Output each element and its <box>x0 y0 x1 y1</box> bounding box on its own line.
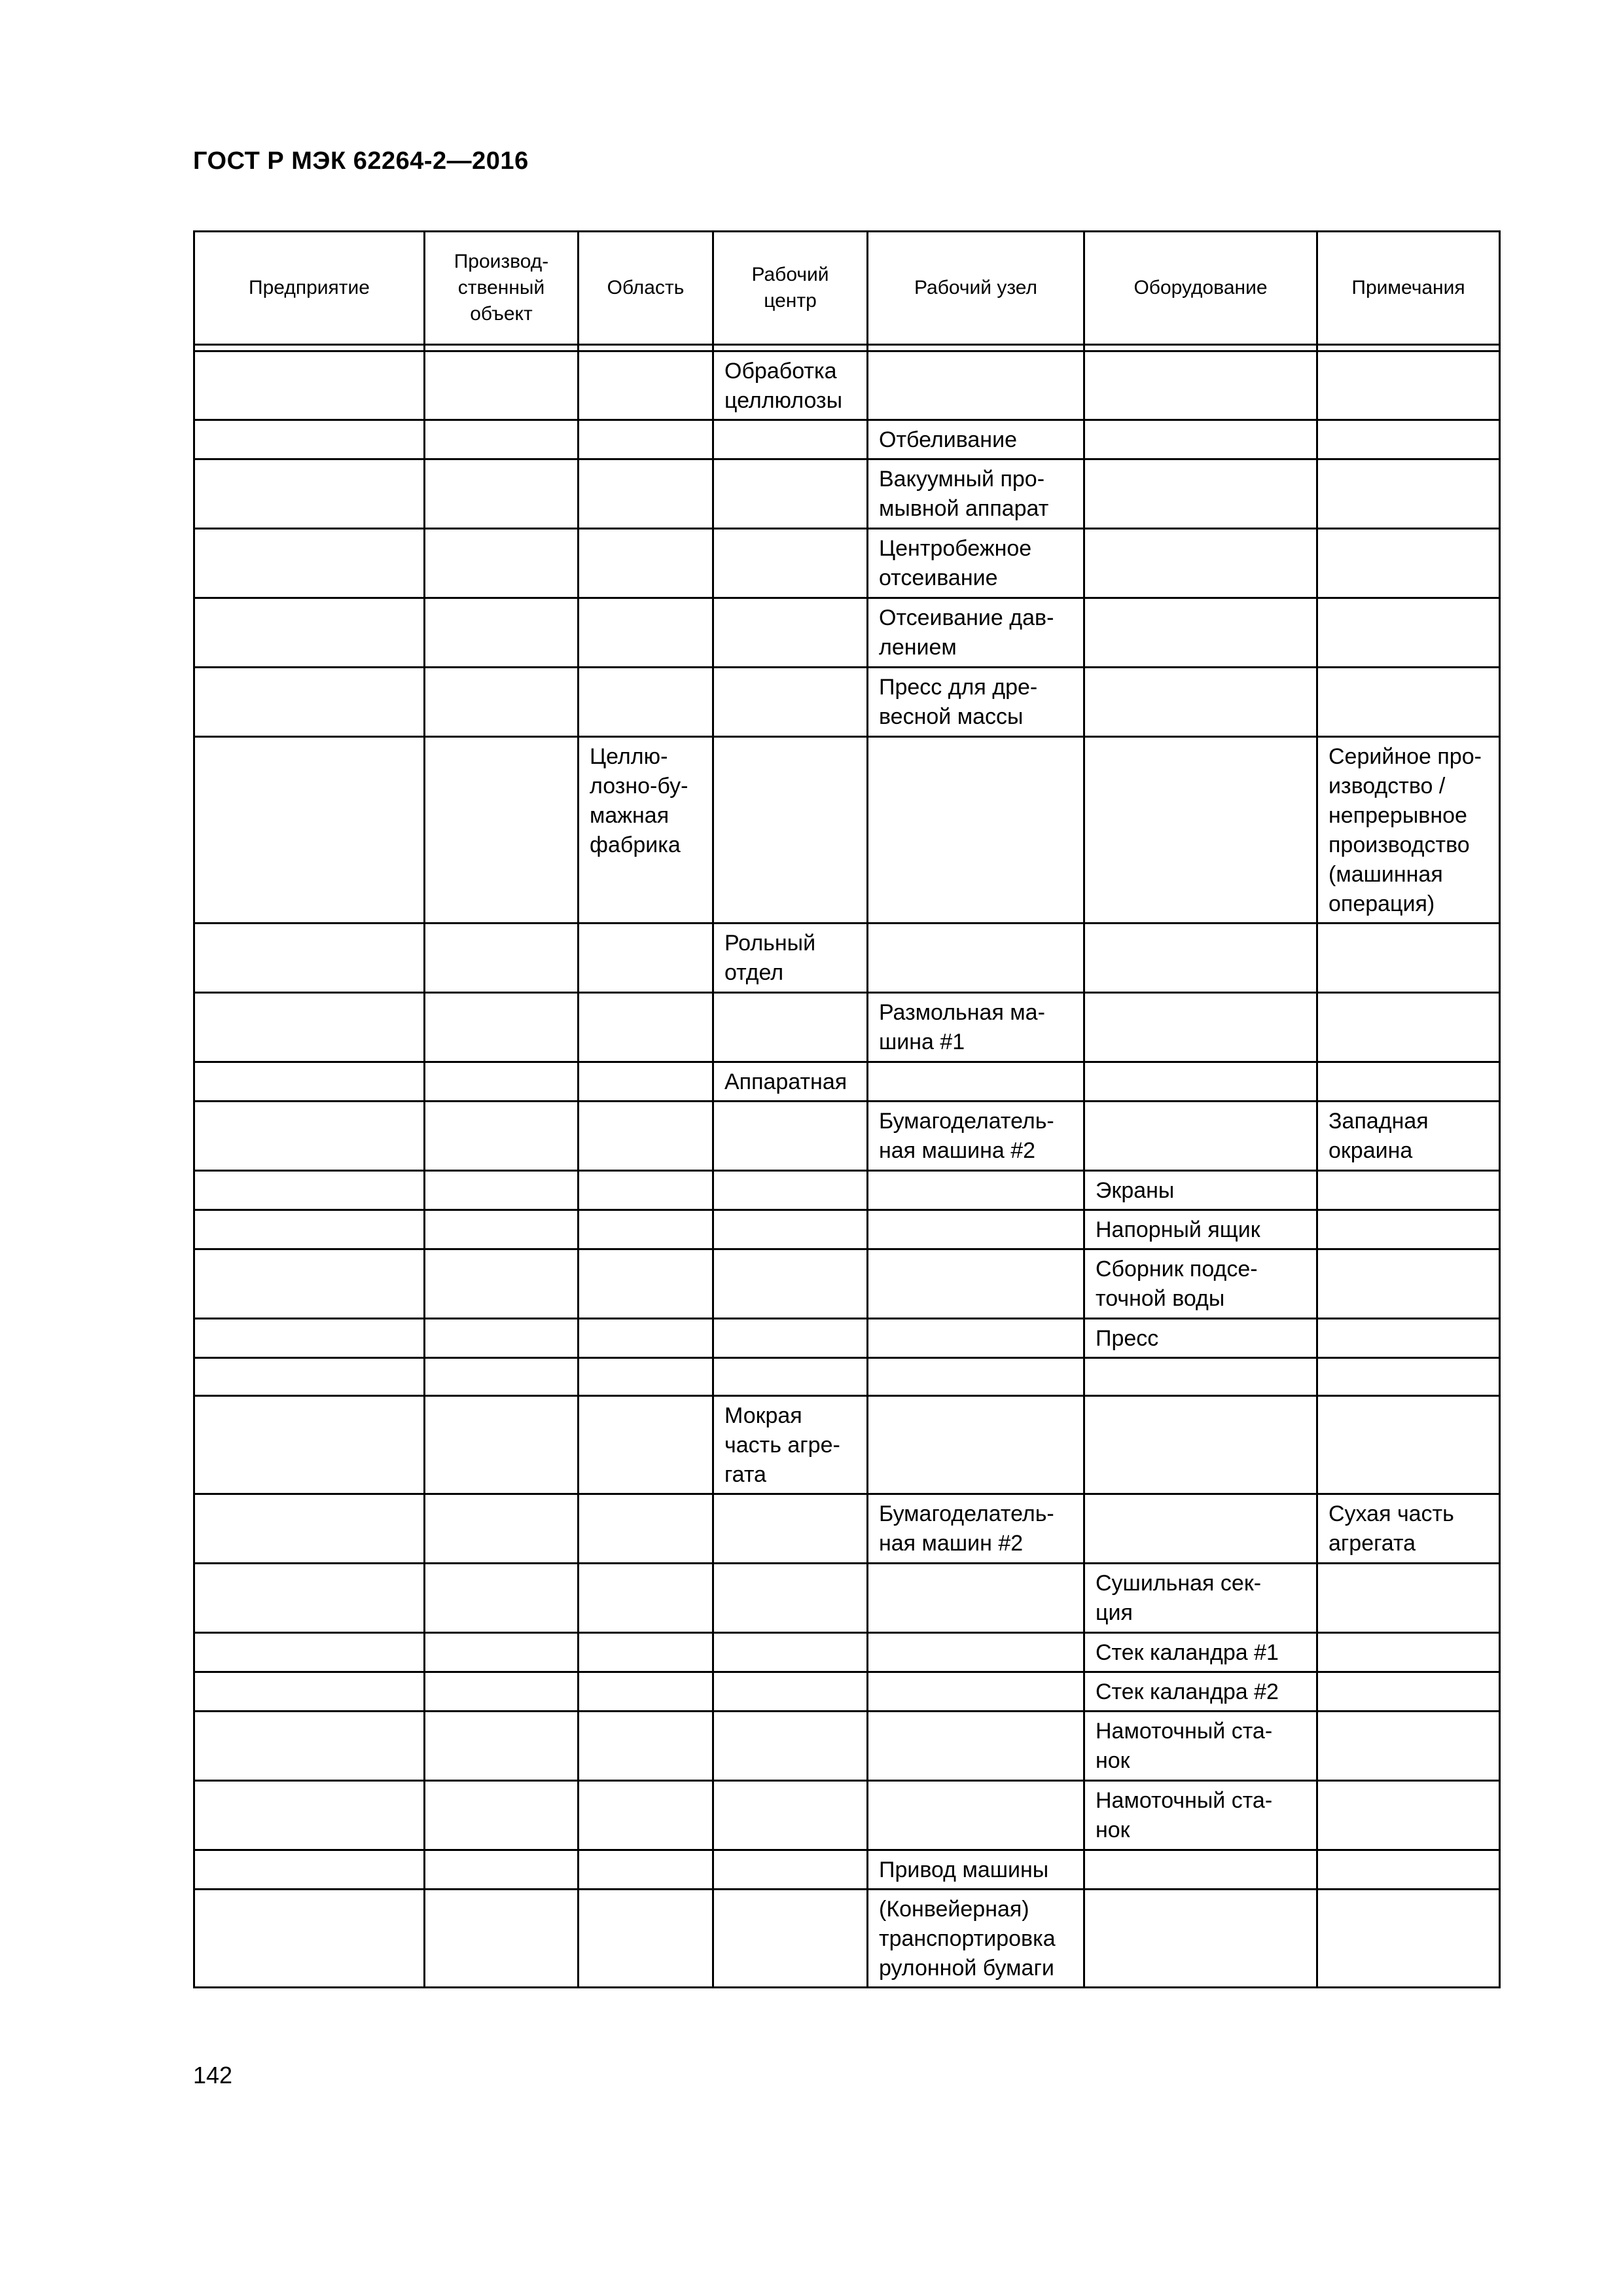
table-cell-equipment <box>1084 1850 1317 1890</box>
table-cell-enterprise <box>194 1494 425 1564</box>
table-row <box>194 1781 1500 1850</box>
table-cell-notes <box>1317 993 1500 1062</box>
table-cell-enterprise <box>194 1396 425 1494</box>
table-row <box>194 1672 1500 1712</box>
table-cell-work-unit: Центробежное отсеивание <box>868 529 1084 598</box>
table-cell-site <box>425 1062 579 1102</box>
table-cell-work-center <box>713 1564 868 1633</box>
separator-cell <box>579 345 713 351</box>
table-cell-site <box>425 1781 579 1850</box>
table-cell-site <box>425 1396 579 1494</box>
table-cell-site <box>425 1850 579 1890</box>
table-cell-work-center: Аппаратная <box>713 1062 868 1102</box>
table-cell-work-center <box>713 1358 868 1396</box>
table-cell-area <box>579 459 713 529</box>
table-cell-work-center <box>713 1494 868 1564</box>
table-cell-site <box>425 1494 579 1564</box>
table-cell-equipment: Сушильная сек- ция <box>1084 1564 1317 1633</box>
table-cell-work-center <box>713 1249 868 1319</box>
table-cell-work-center <box>713 529 868 598</box>
table-row <box>194 993 1500 1062</box>
table-cell-work-unit: Бумагоделатель- ная машин #2 <box>868 1494 1084 1564</box>
page-number: 142 <box>193 2062 233 2089</box>
table-cell-work-center <box>713 737 868 924</box>
table-cell-notes <box>1317 529 1500 598</box>
column-header-notes: Примечания <box>1317 232 1500 345</box>
table-cell-enterprise <box>194 1672 425 1712</box>
table-cell-work-center <box>713 1890 868 1988</box>
table-cell-area <box>579 1781 713 1850</box>
table-row <box>194 1358 1500 1396</box>
table-cell-enterprise <box>194 1102 425 1171</box>
table-cell-notes: Западная окраина <box>1317 1102 1500 1171</box>
table-cell-notes <box>1317 1850 1500 1890</box>
table-row <box>194 737 1500 924</box>
table-cell-notes <box>1317 1358 1500 1396</box>
table-cell-area <box>579 993 713 1062</box>
table-cell-enterprise <box>194 598 425 668</box>
table-cell-work-unit: (Конвейерная) транспортировка рулонной бумаги <box>868 1890 1084 1988</box>
table-cell-notes <box>1317 1319 1500 1358</box>
table-cell-enterprise <box>194 420 425 459</box>
table-cell-area <box>579 1210 713 1249</box>
table-cell-notes <box>1317 598 1500 668</box>
table-cell-work-center <box>713 1171 868 1210</box>
table-cell-work-unit <box>868 1249 1084 1319</box>
table-cell-notes <box>1317 1564 1500 1633</box>
table-cell-work-center: Обработка целлюлозы <box>713 351 868 420</box>
table-cell-notes <box>1317 1171 1500 1210</box>
table-cell-equipment: Пресс <box>1084 1319 1317 1358</box>
table-cell-notes <box>1317 1210 1500 1249</box>
table-cell-site <box>425 598 579 668</box>
table-cell-area <box>579 1396 713 1494</box>
table-row <box>194 1319 1500 1358</box>
table-cell-work-unit <box>868 1171 1084 1210</box>
table-cell-work-center <box>713 993 868 1062</box>
table-cell-area <box>579 598 713 668</box>
table-cell-site <box>425 1210 579 1249</box>
table-cell-enterprise <box>194 1712 425 1781</box>
table-cell-equipment: Экраны <box>1084 1171 1317 1210</box>
table-cell-work-unit: Отсеивание дав- лением <box>868 598 1084 668</box>
table-cell-equipment <box>1084 1062 1317 1102</box>
table-row <box>194 1633 1500 1672</box>
document-header: ГОСТ Р МЭК 62264-2—2016 <box>193 147 529 175</box>
column-header-site: Производ- ственный объект <box>425 232 579 345</box>
table-cell-site <box>425 1102 579 1171</box>
table-cell-area <box>579 1494 713 1564</box>
table-cell-work-unit: Бумагоделатель- ная машина #2 <box>868 1102 1084 1171</box>
table-cell-work-unit: Привод машины <box>868 1850 1084 1890</box>
table-cell-equipment <box>1084 420 1317 459</box>
separator-cell <box>713 345 868 351</box>
table-cell-notes <box>1317 1712 1500 1781</box>
table-cell-notes <box>1317 420 1500 459</box>
table-cell-work-center <box>713 598 868 668</box>
table-cell-area <box>579 529 713 598</box>
table-row <box>194 924 1500 993</box>
table-cell-work-unit <box>868 1564 1084 1633</box>
table-cell-equipment <box>1084 351 1317 420</box>
table-cell-site <box>425 1358 579 1396</box>
table-cell-equipment <box>1084 1102 1317 1171</box>
table-cell-work-unit <box>868 737 1084 924</box>
table-cell-enterprise <box>194 1358 425 1396</box>
table-row <box>194 1564 1500 1633</box>
table-cell-enterprise <box>194 1062 425 1102</box>
table-cell-site <box>425 459 579 529</box>
table-cell-equipment <box>1084 1890 1317 1988</box>
table-cell-work-unit: Вакуумный про- мывной аппарат <box>868 459 1084 529</box>
table-cell-work-center <box>713 1712 868 1781</box>
table-row <box>194 1210 1500 1249</box>
table-cell-notes <box>1317 1633 1500 1672</box>
table-cell-area <box>579 1712 713 1781</box>
table-row <box>194 1102 1500 1171</box>
table-cell-work-center <box>713 668 868 737</box>
table-cell-work-center <box>713 420 868 459</box>
table-cell-equipment: Стек каландра #2 <box>1084 1672 1317 1712</box>
table-cell-work-unit <box>868 351 1084 420</box>
table-cell-enterprise <box>194 459 425 529</box>
table-cell-equipment <box>1084 598 1317 668</box>
separator-cell <box>194 345 425 351</box>
table-row <box>194 1062 1500 1102</box>
separator-cell <box>1317 345 1500 351</box>
table-cell-work-center <box>713 1781 868 1850</box>
table-cell-notes: Сухая часть агрегата <box>1317 1494 1500 1564</box>
table-cell-enterprise <box>194 1781 425 1850</box>
table-cell-site <box>425 924 579 993</box>
table-cell-site <box>425 1171 579 1210</box>
table-row <box>194 1890 1500 1988</box>
table-cell-enterprise <box>194 1890 425 1988</box>
table-cell-enterprise <box>194 1564 425 1633</box>
table-cell-enterprise <box>194 924 425 993</box>
table-row <box>194 529 1500 598</box>
table-cell-area <box>579 1633 713 1672</box>
table-cell-area <box>579 1249 713 1319</box>
table-cell-site <box>425 1633 579 1672</box>
table-cell-work-center <box>713 1633 868 1672</box>
table-cell-site <box>425 1319 579 1358</box>
table-cell-work-unit <box>868 1319 1084 1358</box>
table-cell-enterprise <box>194 737 425 924</box>
table-cell-enterprise <box>194 1249 425 1319</box>
table-cell-work-center: Мокрая часть агре- гата <box>713 1396 868 1494</box>
table-cell-notes <box>1317 1672 1500 1712</box>
column-header-equipment: Оборудование <box>1084 232 1317 345</box>
table-row <box>194 1249 1500 1319</box>
table-body <box>194 345 1500 1988</box>
table-row <box>194 1850 1500 1890</box>
table-cell-work-center <box>713 1850 868 1890</box>
table-cell-site <box>425 1672 579 1712</box>
table-cell-work-unit <box>868 1712 1084 1781</box>
table-row <box>194 1171 1500 1210</box>
table-cell-area <box>579 1850 713 1890</box>
table-cell-work-center <box>713 1210 868 1249</box>
column-header-work-center: Рабочий центр <box>713 232 868 345</box>
table-cell-work-unit <box>868 1781 1084 1850</box>
table-cell-equipment <box>1084 737 1317 924</box>
separator-cell <box>1084 345 1317 351</box>
table-cell-notes <box>1317 1062 1500 1102</box>
table-cell-site <box>425 529 579 598</box>
table-row <box>194 351 1500 420</box>
table-cell-work-unit <box>868 1210 1084 1249</box>
table-row <box>194 1712 1500 1781</box>
table-cell-notes <box>1317 1249 1500 1319</box>
table-cell-equipment: Стек каландра #1 <box>1084 1633 1317 1672</box>
table-cell-notes <box>1317 924 1500 993</box>
table-cell-site <box>425 1564 579 1633</box>
table-row <box>194 459 1500 529</box>
header-separator <box>194 345 1500 351</box>
table-cell-work-center <box>713 459 868 529</box>
table-cell-equipment: Намоточный ста- нок <box>1084 1781 1317 1850</box>
table-cell-work-unit: Отбеливание <box>868 420 1084 459</box>
table-cell-equipment <box>1084 1358 1317 1396</box>
table-cell-enterprise <box>194 1171 425 1210</box>
table-cell-enterprise <box>194 529 425 598</box>
table-cell-area <box>579 668 713 737</box>
separator-cell <box>868 345 1084 351</box>
table-cell-site <box>425 351 579 420</box>
table-cell-area <box>579 1102 713 1171</box>
table-cell-enterprise <box>194 993 425 1062</box>
table-cell-area <box>579 1171 713 1210</box>
column-header-enterprise: Предприятие <box>194 232 425 345</box>
separator-cell <box>425 345 579 351</box>
table-cell-equipment: Сборник подсе- точной воды <box>1084 1249 1317 1319</box>
table-cell-enterprise <box>194 1319 425 1358</box>
table-cell-notes <box>1317 1396 1500 1494</box>
table-row <box>194 420 1500 459</box>
table-cell-notes <box>1317 1781 1500 1850</box>
table-cell-notes <box>1317 351 1500 420</box>
table-cell-site <box>425 737 579 924</box>
table-cell-notes <box>1317 459 1500 529</box>
table-cell-work-center <box>713 1319 868 1358</box>
table-cell-site <box>425 1249 579 1319</box>
table-cell-equipment <box>1084 993 1317 1062</box>
table-cell-site <box>425 1890 579 1988</box>
hierarchy-table <box>193 230 1501 1988</box>
table-cell-area <box>579 351 713 420</box>
table-row <box>194 1396 1500 1494</box>
table-row <box>194 1494 1500 1564</box>
table-cell-work-unit <box>868 1358 1084 1396</box>
table-cell-area <box>579 924 713 993</box>
table-cell-area <box>579 1672 713 1712</box>
table-cell-work-unit: Пресс для дре- весной массы <box>868 668 1084 737</box>
table-row <box>194 598 1500 668</box>
table-cell-area <box>579 1062 713 1102</box>
table-cell-area <box>579 420 713 459</box>
table-cell-equipment <box>1084 529 1317 598</box>
table-cell-area <box>579 1890 713 1988</box>
table-cell-work-unit <box>868 1672 1084 1712</box>
table-cell-area <box>579 1319 713 1358</box>
table-cell-area <box>579 1358 713 1396</box>
table-cell-equipment: Напорный ящик <box>1084 1210 1317 1249</box>
table-cell-notes: Серийное про- изводство / непрерывное производство (машинная операция) <box>1317 737 1500 924</box>
table-cell-work-unit <box>868 1062 1084 1102</box>
table-cell-work-unit <box>868 1633 1084 1672</box>
table-header-row <box>194 232 1500 345</box>
table-cell-equipment <box>1084 1494 1317 1564</box>
table-cell-site <box>425 668 579 737</box>
table-cell-enterprise <box>194 1633 425 1672</box>
table-cell-area: Целлю- лозно-бу- мажная фабрика <box>579 737 713 924</box>
table-cell-work-unit: Размольная ма- шина #1 <box>868 993 1084 1062</box>
table-cell-work-unit <box>868 924 1084 993</box>
table-cell-equipment: Намоточный ста- нок <box>1084 1712 1317 1781</box>
table-cell-equipment <box>1084 459 1317 529</box>
table-cell-equipment <box>1084 668 1317 737</box>
table-cell-enterprise <box>194 1210 425 1249</box>
table-cell-enterprise <box>194 1850 425 1890</box>
table-row <box>194 668 1500 737</box>
table-cell-site <box>425 1712 579 1781</box>
table-cell-equipment <box>1084 1396 1317 1494</box>
table-cell-notes <box>1317 1890 1500 1988</box>
table-cell-notes <box>1317 668 1500 737</box>
table-cell-work-center <box>713 1102 868 1171</box>
column-header-area: Область <box>579 232 713 345</box>
table-cell-site <box>425 420 579 459</box>
column-header-work-unit: Рабочий узел <box>868 232 1084 345</box>
table-cell-equipment <box>1084 924 1317 993</box>
table-cell-work-center: Рольный отдел <box>713 924 868 993</box>
table-cell-work-unit <box>868 1396 1084 1494</box>
table-cell-enterprise <box>194 668 425 737</box>
table-cell-work-center <box>713 1672 868 1712</box>
table-cell-area <box>579 1564 713 1633</box>
table-cell-enterprise <box>194 351 425 420</box>
table-cell-site <box>425 993 579 1062</box>
